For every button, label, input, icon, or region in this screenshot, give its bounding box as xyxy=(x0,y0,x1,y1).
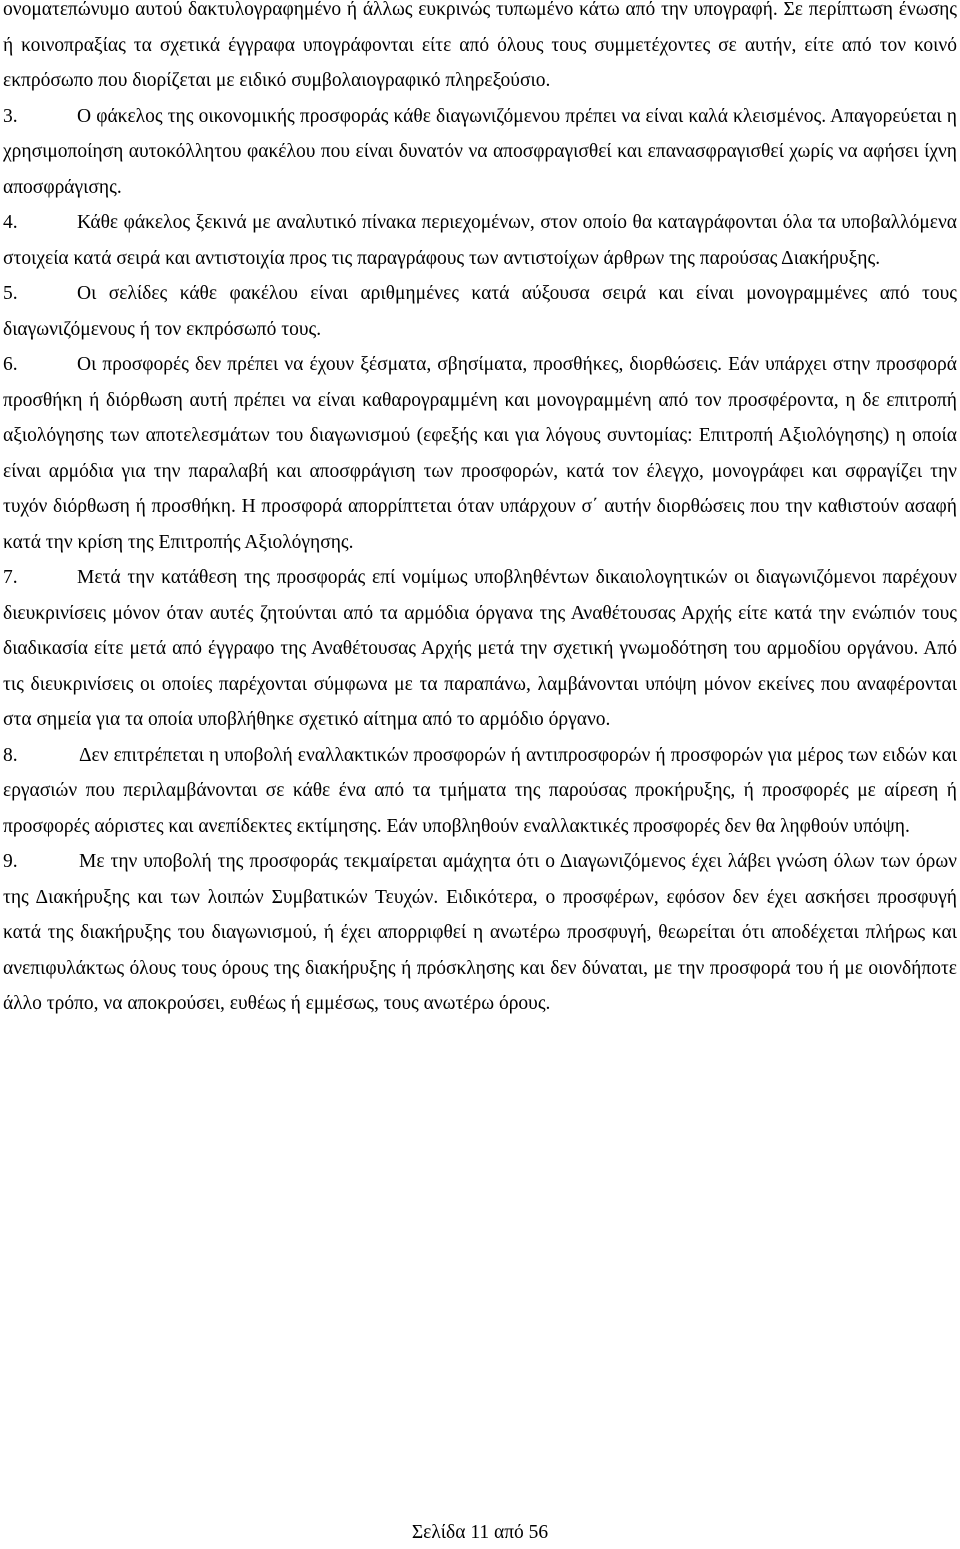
paragraph-text: Οι προσφορές δεν πρέπει να έχουν ξέσματα, σβησίματα, προσθήκες, διορθώσεις. Εάν υπάρχει στην προσφορά προσθήκη ή διόρθωση αυτή πρέπει να είναι καθαρογραμμένη και μονογραμμένη από τον προσφέροντα, η δε επιτροπή αξιολόγησης των αποτελεσμάτων του διαγωνισμού (εφεξής και για λόγους συντομίας: Επιτροπή Αξιολόγησης) η οποία είναι αρμόδια για την παραλαβή και αποσφράγιση των προσφορών, κατά τον έλεγχο, μονογράφει και σφραγίζει την τυχόν διόρθωση ή προσθήκη. Η προσφορά απορρίπτεται όταν υπάρχουν σ΄ αυτήν διορθώσεις που την καθιστούν ασαφή κατά την κρίση της Επιτροπής Αξιολόγησης. xyxy=(3,354,957,553)
document-body xyxy=(3,0,957,1022)
paragraph-number: 5. xyxy=(3,283,18,304)
paragraph-number: 4. xyxy=(3,212,18,233)
paragraph-text: Δεν επιτρέπεται η υποβολή εναλλακτικών προσφορών ή αντιπροσφορών ή προσφορών για μέρος των ειδών και εργασιών που περιλαμβάνονται σε κάθε ένα από τα τμήματα της παρούσας προκήρυξης, ή προσφορές με αίρεση ή προσφορές αόριστες και ανεπίδεκτες εκτίμησης. Εάν υποβληθούν εναλλακτικές προσφορές δεν θα ληφθούν υπόψη. xyxy=(3,744,957,837)
paragraph-number: 8. xyxy=(3,744,18,766)
paragraph-text: Μετά την κατάθεση της προσφοράς επί νομίμως υποβληθέντων δικαιολογητικών οι διαγωνιζόμενοι παρέχουν διευκρινίσεις μόνον όταν αυτές ζητούνται από τα αρμόδια όργανα της Αναθέτουσας Αρχής είτε κατά την ενώπιόν τους διαδικασία είτε μετά από έγγραφο της Αναθέτουσας Αρχής μετά την σχετική γνωμοδότηση του αρμοδίου οργάνου. Από τις διευκρινίσεις οι οποίες παρέχονται σύμφωνα με τα παραπάνω, λαμβάνονται υπόψη μόνον εκείνες που αναφέρονται στα σημεία για τα οποία υποβλήθηκε σχετικό αίτημα από το αρμόδιο όργανο. xyxy=(3,567,957,730)
page-number-label: Σελίδα 11 από 56 xyxy=(411,1522,549,1543)
page-footer xyxy=(0,1521,960,1545)
paragraph-7 xyxy=(3,560,957,738)
paragraph-text: Κάθε φάκελος ξεκινά με αναλυτικό πίνακα περιεχομένων, στον οποίο θα καταγράφονται όλα τα υποβαλλόμενα στοιχεία κατά σειρά και αντιστοιχία προς τις παραγράφους των αντιστοίχων άρθρων της παρούσας Διακήρυξης. xyxy=(3,212,957,269)
paragraph-number: 3. xyxy=(3,105,18,127)
paragraph-continued xyxy=(3,0,957,99)
paragraph-number: 6. xyxy=(3,354,18,375)
paragraph-text: Ο φάκελος της οικονομικής προσφοράς κάθε διαγωνιζόμενου πρέπει να είναι καλά κλεισμένος. Απαγορεύεται η χρησιμοποίηση αυτοκόλλητου φακέλου που είναι δυνατόν να αποσφραγισθεί και επανασφραγισθεί χωρίς να αφήσει ίχνη αποσφράγισης. xyxy=(3,105,957,198)
paragraph-3 xyxy=(3,99,957,206)
paragraph-5 xyxy=(3,276,957,347)
paragraph-9 xyxy=(3,844,957,1022)
paragraph-4 xyxy=(3,205,957,276)
paragraph-text: Οι σελίδες κάθε φακέλου είναι αριθμημένες κατά αύξουσα σειρά και είναι μονογραμμένες από τους διαγωνιζόμενους ή τον εκπρόσωπό τους. xyxy=(3,283,957,340)
paragraph-6 xyxy=(3,347,957,560)
paragraph-number: 7. xyxy=(3,567,18,588)
paragraph-text: ονοματεπώνυμο αυτού δακτυλογραφημένο ή άλλως ευκρινώς τυπωμένο κάτω από την υπογραφή. Σε περίπτωση ένωσης ή κοινοπραξίας τα σχετικά έγγραφα υπογράφονται είτε από όλους τους συμμετέχοντες σε αυτήν, είτε από τον κοινό εκπρόσωπο που διορίζεται με ειδικό συμβολαιογραφικό πληρεξούσιο. xyxy=(3,0,957,91)
paragraph-number: 9. xyxy=(3,851,18,872)
paragraph-8 xyxy=(3,738,957,845)
paragraph-text: Με την υποβολή της προσφοράς τεκμαίρεται αμάχητα ότι ο Διαγωνιζόμενος έχει λάβει γνώση όλων των όρων της Διακήρυξης και των λοιπών Συμβατικών Τευχών. Ειδικότερα, ο προσφέρων, εφόσον δεν έχει ασκήσει προσφυγή κατά της διακήρυξης του διαγωνισμού, ή έχει απορριφθεί η ανωτέρω προσφυγή, θεωρείται ότι αποδέχεται πλήρως και ανεπιφυλάκτως όλους τους όρους της διακήρυξης ή πρόσκλησης και δεν δύναται, με την προσφορά του ή με οιονδήποτε άλλο τρόπο, να αποκρούσει, ευθέως ή εμμέσως, τους ανωτέρω όρους. xyxy=(3,851,957,1014)
